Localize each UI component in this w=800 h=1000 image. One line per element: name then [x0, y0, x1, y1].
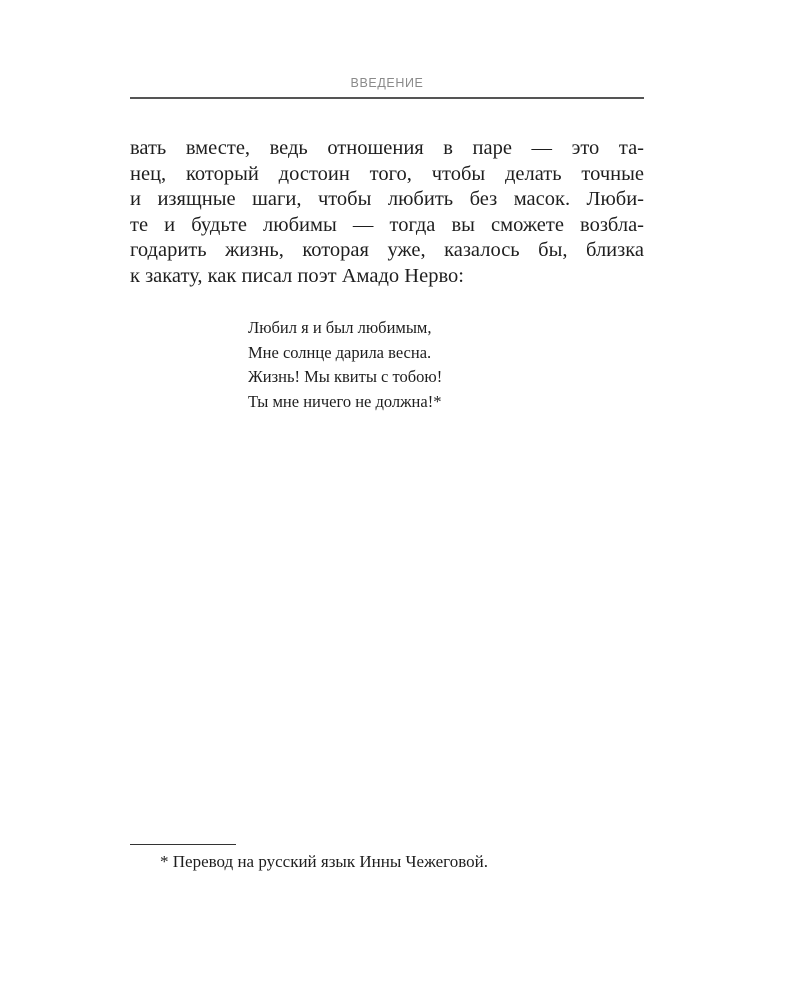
paragraph-line: те и будьте любимы — тогда вы сможете возбла- [130, 213, 644, 236]
poem-line: Жизнь! Мы квиты с тобою! [248, 367, 443, 386]
paragraph-line: годарить жизнь, которая уже, казалось бы, близка [130, 239, 644, 261]
body-paragraph [130, 136, 644, 289]
footnote-rule [130, 844, 236, 845]
poem-line: Мне солнце дарила весна. [248, 342, 432, 362]
footnote: * Перевод на русский язык Инны Чежеговой. [160, 852, 488, 871]
paragraph-line: нец, который достоин того, чтобы делать точные [130, 162, 644, 185]
poem-line: Любил я и был любимым, [248, 318, 432, 337]
paragraph-line: вать вместе, ведь отношения в паре — это та- [130, 137, 644, 159]
paragraph-line: и изящные шаги, чтобы любить без масок. Люби- [130, 188, 644, 210]
poem-quote [248, 316, 442, 414]
paragraph-line: к закату, как писал поэт Амадо Нерво: [130, 264, 464, 287]
running-head: ВВЕДЕНИЕ [350, 76, 424, 90]
poem-line: Ты мне ничего не должна!* [248, 391, 442, 411]
header-rule [130, 97, 644, 99]
